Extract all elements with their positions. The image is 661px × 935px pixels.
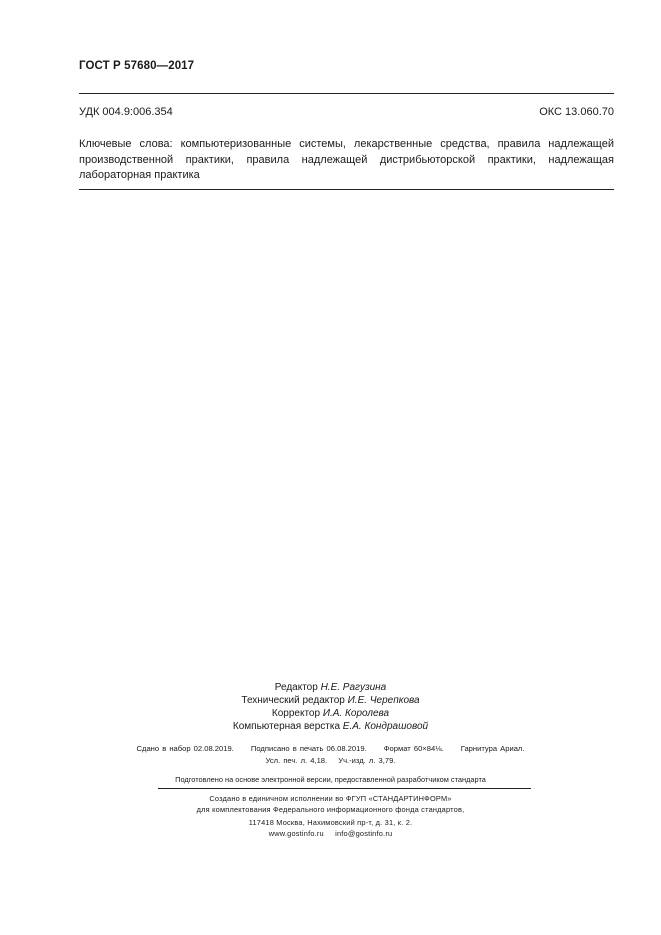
creator-info xyxy=(0,793,661,815)
submitted-date: Сдано в набор 02.08.2019. xyxy=(136,744,234,753)
editor-label: Редактор xyxy=(274,682,318,693)
document-code: ГОСТ Р 57680—2017 xyxy=(79,60,195,72)
corrector-label: Корректор xyxy=(271,708,321,719)
created-line-2: для комплектования Федерального информационного фонда стандартов, xyxy=(196,805,465,814)
keywords-paragraph: Ключевые слова: компьютеризованные системы, лекарственные средства, правила надлежащей производственной практики, правила надлежащей дистрибьюторской практики, надлежащая лабораторная практика xyxy=(79,138,614,181)
editor-line xyxy=(0,681,661,694)
tech-editor-name: И.Е. Черепкова xyxy=(347,695,420,706)
layout-label: Компьютерная верстка xyxy=(232,721,341,732)
typeface: Гарнитура Ариал. xyxy=(460,744,525,753)
publisher-sheets: Уч.-изд. л. 3,79. xyxy=(338,756,396,765)
publication-details xyxy=(0,743,661,767)
publication-line-1 xyxy=(0,743,661,755)
corrector-line xyxy=(0,707,661,720)
website-link[interactable]: www.gostinfo.ru xyxy=(268,829,324,838)
tech-editor-line xyxy=(0,694,661,707)
prepared-note: Подготовлено на основе электронной версии, предоставленной разработчиком стандарта xyxy=(175,775,486,784)
signed-date: Подписано в печать 06.08.2019. xyxy=(250,744,367,753)
address-line: 117418 Москва, Нахимовский пр-т, д. 31, к. 2. xyxy=(248,818,413,827)
editor-name: Н.Е. Рагузина xyxy=(320,682,387,693)
web-contacts xyxy=(0,828,661,839)
header-divider xyxy=(79,93,614,94)
corrector-name: И.А. Королева xyxy=(322,708,390,719)
created-line-1: Создано в единичном исполнении во ФГУП «СТАНДАРТИНФОРМ» xyxy=(209,794,452,803)
tech-editor-label: Технический редактор xyxy=(241,695,345,706)
layout-line xyxy=(0,720,661,733)
print-sheets: Усл. печ. л. 4,18. xyxy=(265,756,328,765)
email-link[interactable]: info@gostinfo.ru xyxy=(335,829,393,838)
credits-block xyxy=(0,681,661,733)
keywords-divider xyxy=(79,189,614,190)
udk-code: УДК 004.9:006.354 xyxy=(79,106,173,118)
footer-divider xyxy=(158,788,531,789)
publication-line-2 xyxy=(0,755,661,767)
paper-format: Формат 60×84⅛. xyxy=(383,744,444,753)
oks-code: ОКС 13.060.70 xyxy=(539,106,614,118)
layout-name: Е.А. Кондрашовой xyxy=(342,721,429,732)
contact-info xyxy=(0,817,661,839)
